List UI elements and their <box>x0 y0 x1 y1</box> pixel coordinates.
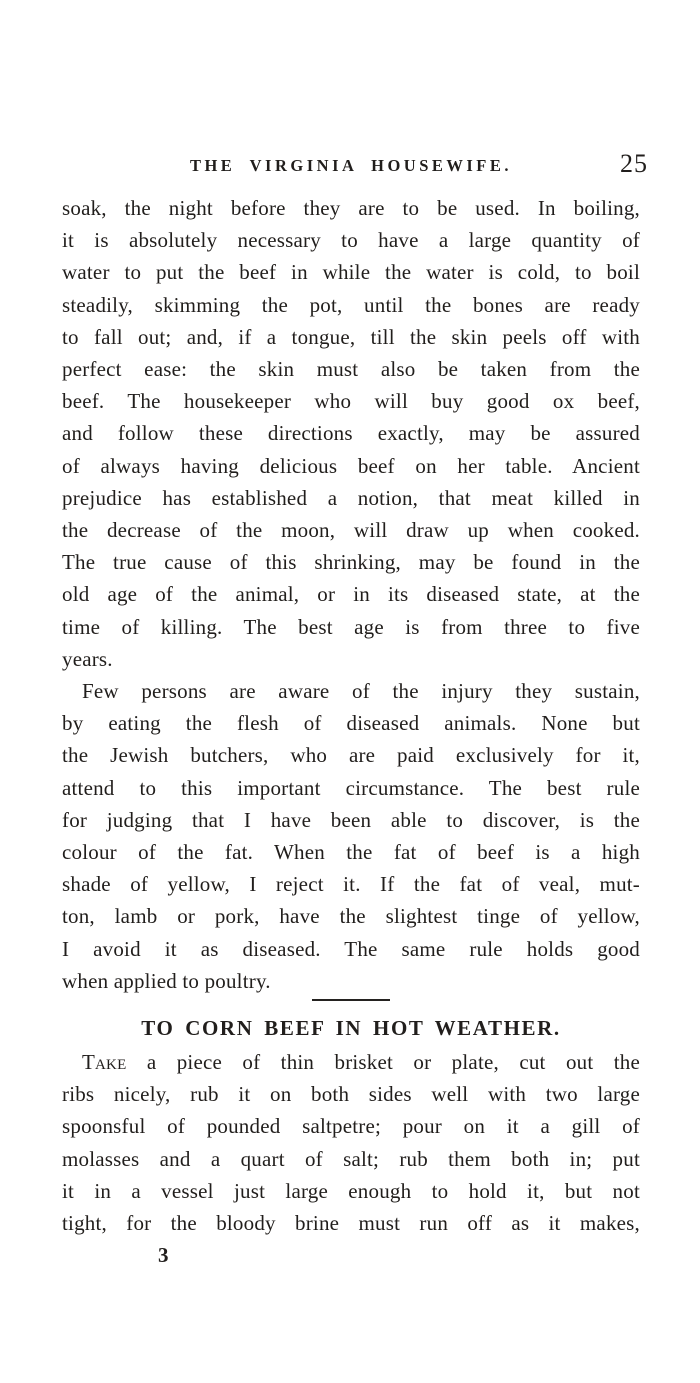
text-line: of always having delicious beef on her table. Ancient <box>62 453 640 478</box>
text-line: I avoid it as diseased. The same rule holds good <box>62 936 640 961</box>
text-line: to fall out; and, if a tongue, till the skin peels off with <box>62 324 640 349</box>
signature-mark: 3 <box>158 1243 169 1268</box>
text-line: when applied to poultry. <box>62 968 271 993</box>
paragraph-beef-continuation <box>62 192 640 675</box>
text-line: years. <box>62 646 113 671</box>
recipe-lead-word: Take <box>82 1050 127 1075</box>
text-line: time of killing. The best age is from three to five <box>62 614 640 639</box>
text-line <box>62 1046 640 1078</box>
text-line: soak, the night before they are to be used. In boiling, <box>62 196 640 220</box>
paragraph-diseased-animals <box>62 675 640 997</box>
text-line: ribs nicely, rub it on both sides well with two large <box>62 1082 640 1107</box>
page-header <box>62 149 648 179</box>
text-line: spoonsful of pounded saltpetre; pour on it a gill of <box>62 1114 640 1139</box>
text-line: old age of the animal, or in its diseased state, at the <box>62 582 640 607</box>
text-line: by eating the flesh of diseased animals. None but <box>62 711 640 736</box>
text-line: beef. The housekeeper who will buy good ox beef, <box>62 389 640 414</box>
text-line: attend to this important circumstance. The best rule <box>62 775 640 800</box>
recipe-heading: TO CORN BEEF IN HOT WEATHER. <box>141 1016 561 1041</box>
text-line: the decrease of the moon, will draw up when cooked. <box>62 518 640 543</box>
text-line: The true cause of this shrinking, may be found in the <box>62 550 640 575</box>
running-head-title: THE VIRGINIA HOUSEWIFE. <box>189 156 513 175</box>
text-line: ton, lamb or pork, have the slightest tinge of yellow, <box>62 904 640 929</box>
text-line: for judging that I have been able to discover, is the <box>62 807 640 832</box>
paragraph-recipe-corn-beef <box>62 1046 640 1239</box>
text-line: molasses and a quart of salt; rub them both in; put <box>62 1146 640 1171</box>
text-line: it is absolutely necessary to have a large quantity of <box>62 228 640 253</box>
page-number: 25 <box>620 149 648 178</box>
text-line: prejudice has established a notion, that meat killed in <box>62 485 640 510</box>
text-line: shade of yellow, I reject it. If the fat of veal, mut- <box>62 872 640 897</box>
text-line: the Jewish butchers, who are paid exclusively for it, <box>62 743 640 768</box>
text-line-rest: a piece of thin brisket or plate, cut out the <box>146 1050 640 1075</box>
text-line: tight, for the bloody brine must run off as it makes, <box>62 1211 640 1236</box>
section-divider-rule <box>312 999 390 1001</box>
text-line: Few persons are aware of the injury they sustain, <box>82 679 640 704</box>
text-line: water to put the beef in while the water is cold, to boil <box>62 260 640 285</box>
text-line: it in a vessel just large enough to hold it, but not <box>62 1178 640 1203</box>
text-line: perfect ease: the skin must also be taken from the <box>62 357 640 382</box>
text-line: colour of the fat. When the fat of beef is a high <box>62 840 640 865</box>
text-line: steadily, skimming the pot, until the bones are ready <box>62 292 640 317</box>
text-line: and follow these directions exactly, may be assured <box>62 421 640 446</box>
